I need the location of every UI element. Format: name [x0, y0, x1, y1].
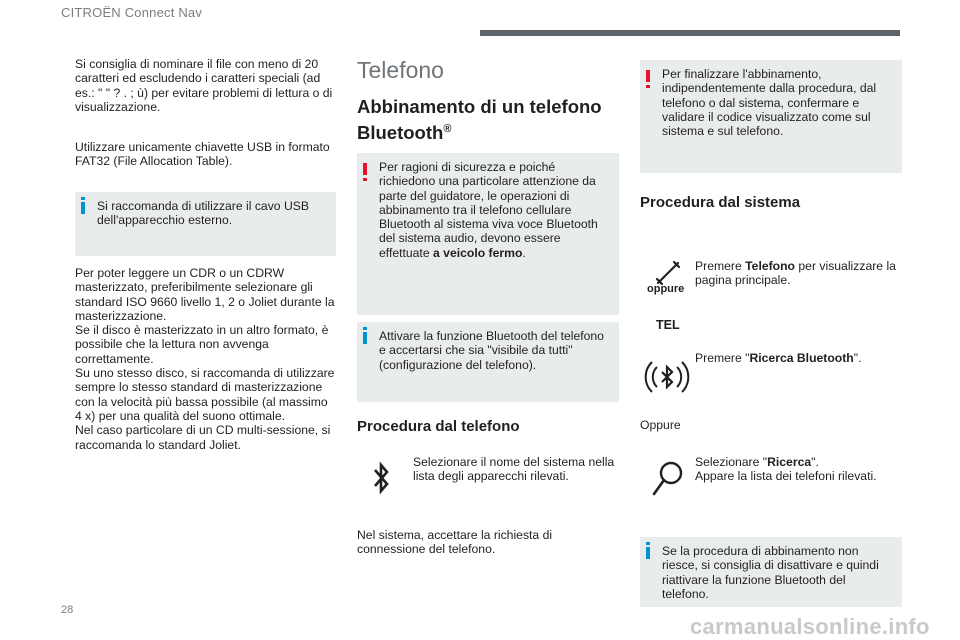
- safety-warning-text: [379, 160, 609, 260]
- usb-filename-text: Si consiglia di nominare il file con meno di 20 caratteri ed escludendo i caratteri speciali (ad es.: " " ? . ; ù) per evitare problemi di lettura o di visualizzazione.: [75, 57, 333, 114]
- cd-multisession-text: Nel caso particolare di un CD multi-sessione, si raccomanda lo standard Joliet.: [75, 423, 331, 452]
- press-rb-a: Premere ": [695, 351, 750, 365]
- bluetooth-activate-text: Attivare la funzione Bluetooth del telefono e accertarsi che sia "visibile da tutti" (configurazione del telefono).: [379, 329, 604, 372]
- system-procedure-heading: Procedura dal sistema: [640, 194, 801, 211]
- warning-icon: [363, 163, 367, 175]
- cd-standard-text: Per poter leggere un CDR o un CDRW masterizzato, preferibilmente selezionare gli standard ISO 9660 livello 1, 2 o Joliet durante la masterizzazione.: [75, 266, 335, 323]
- bluetooth-activate-note: [357, 322, 619, 402]
- press-telefono-text: [695, 259, 900, 288]
- confirm-code-text: Per finalizzare l'abbinamento, indipendentemente dalla procedura, dal telefono o dal sistema, confermare e validare il codice visualizzato come sul sistema e sul telefono.: [662, 67, 877, 139]
- tel-button-label: TEL: [656, 318, 680, 332]
- phone-procedure-heading: Procedura dal telefono: [357, 418, 520, 435]
- telefono-bold: Telefono: [745, 259, 795, 273]
- registered-mark: ®: [443, 123, 452, 135]
- header-bar: [480, 30, 900, 36]
- bluetooth-search-icon: [644, 354, 690, 400]
- cd-same-standard-text: Su uno stesso disco, si raccomanda di utilizzare sempre lo stesso standard di masterizzazione con la velocità più bassa possibile (al massimo 4 x) per una qualità del suono ottimale.: [75, 366, 335, 423]
- safety-warning-text-a: Per ragioni di sicurezza e poiché richiedono una particolare attenzione da parte del guidatore, le operazioni di abbinamento tra il telefono cellulare Bluetooth al sistema viva voce Bluetooth del sistema audio, devono essere effettuate: [379, 160, 598, 260]
- press-telefono-a: Premere: [695, 259, 746, 273]
- select-ricerca-block: [695, 455, 900, 484]
- select-ricerca-text: [695, 455, 900, 469]
- phones-list-text: Appare la lista dei telefoni rilevati.: [695, 469, 877, 484]
- section-title: Telefono: [357, 57, 444, 83]
- info-icon: [646, 547, 650, 559]
- pairing-heading: [357, 96, 619, 144]
- safety-warning-text-c: .: [522, 245, 526, 260]
- press-telefono-c: per visualizzare la pagina principale.: [695, 259, 896, 288]
- retry-bluetooth-text: Se la procedura di abbinamento non riesce, si consiglia di disattivare e quindi riattivare la funzione Bluetooth del telefono.: [662, 544, 879, 601]
- usb-cable-note: [75, 192, 336, 256]
- ricerca-bluetooth-bold: Ricerca Bluetooth: [749, 351, 854, 365]
- info-icon: [363, 332, 367, 344]
- phone-step-text: Selezionare il nome del sistema nella lista degli apparecchi rilevati.: [413, 455, 615, 484]
- press-ricerca-bluetooth-text: [695, 351, 900, 365]
- bluetooth-icon: [370, 458, 392, 498]
- oppure-label: oppure: [647, 283, 685, 295]
- accept-connection-text: Nel sistema, accettare la richiesta di connessione del telefono.: [357, 528, 553, 557]
- running-header: CITROËN Connect Nav: [61, 5, 203, 20]
- select-ricerca-a: Selezionare ": [695, 455, 768, 469]
- pairing-heading-text: Abbinamento di un telefono Bluetooth: [357, 96, 602, 144]
- usb-cable-note-text: Si raccomanda di utilizzare il cavo USB dell'apparecchio esterno.: [97, 199, 310, 228]
- page-number: 28: [61, 604, 74, 616]
- safety-warning-note: [357, 153, 619, 315]
- warning-icon: [646, 70, 650, 82]
- watermark: carmanualsonline.info: [690, 614, 930, 639]
- safety-warning-bold: a veicolo fermo: [433, 245, 523, 260]
- oppure-text: Oppure: [640, 418, 681, 432]
- usb-format-text: Utilizzare unicamente chiavette USB in formato FAT32 (File Allocation Table).: [75, 140, 330, 169]
- press-rb-c: ".: [853, 351, 862, 365]
- cd-text-block: [75, 266, 337, 452]
- select-ricerca-c: ".: [811, 455, 819, 469]
- search-icon: [648, 458, 688, 498]
- retry-bluetooth-note: [640, 537, 902, 607]
- info-icon: [81, 202, 85, 214]
- cd-format-text: Se il disco è masterizzato in un altro formato, è possibile che la lettura non avvenga correttamente.: [75, 323, 329, 366]
- confirm-code-warning: [640, 60, 902, 173]
- ricerca-bold: Ricerca: [767, 455, 812, 469]
